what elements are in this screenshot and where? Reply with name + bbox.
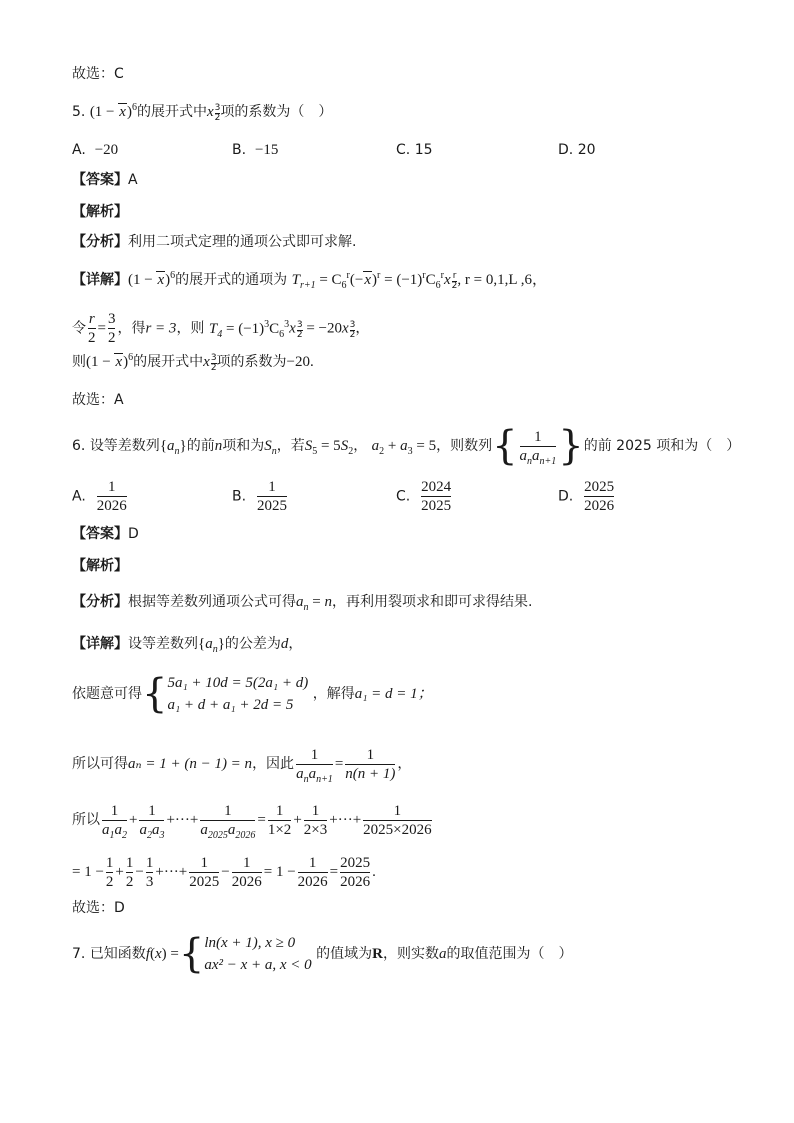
q5-analysis-tag: 【解析】 bbox=[72, 204, 128, 220]
q6-general-term: 所以可得aₙ = 1 + (n − 1) = n，因此 $\frac{1}{a_na_{n+1}}$ = $\frac{1}{n(n + 1)}$ ， bbox=[72, 746, 412, 785]
q6-final: 故选：D bbox=[72, 900, 125, 916]
q6-option-b: B. $\frac{1}{2025}$ bbox=[232, 479, 287, 514]
q5-final: 故选：A bbox=[72, 392, 124, 408]
q6-xiangjie: 【详解】设等差数列$\{a_n\}$的公差为d， bbox=[72, 636, 303, 655]
q5-option-c: C. 15 bbox=[396, 142, 433, 158]
q5-fenxi: 【分析】利用二项式定理的通项公式即可求解. bbox=[72, 234, 357, 250]
q6-sum-1: 所以 $\frac{1}{a_1a_2}$ + $\frac{1}{a_2a_3}$ +···+ $\frac{1}{a_{2025}a_{2026}}$ = $\frac{1}{1\times 2}$ + $\frac{1}{2\times 3}$ +···+ $\frac{1}{2025\times 2026}$ bbox=[72, 802, 432, 841]
q5-option-d: D. 20 bbox=[558, 142, 596, 158]
q5-answer: 【答案】A bbox=[72, 172, 138, 188]
q6-answer: 【答案】D bbox=[72, 526, 139, 542]
q6-fenxi: 【分析】根据等差数列通项公式可得$a_n = n$，再利用裂项求和即可求得结果. bbox=[72, 594, 533, 613]
question-7: 7. 已知函数f(x) ={ ln(x + 1), x ≥ 0 ax² − x + a, x < 0 的值域为R，则实数a的取值范围为（ ） bbox=[72, 931, 573, 977]
conclusion-line: 故选：C bbox=[72, 66, 124, 82]
q5-xiangjie-3: 则$(1 - x)^6$的展开式中x $\frac{3}{2}$ 项的系数为−20. bbox=[72, 352, 314, 374]
q5-option-a: A. −20 bbox=[72, 142, 119, 158]
q6-system: 依题意可得{ 5a₁ + 10d = 5(2a₁ + d) a₁ + d + a₁ + 2d = 5 ，解得a₁ = d = 1； bbox=[72, 671, 433, 717]
q5-xiangjie-2: 令 $\frac{r}{2}$ = $\frac{3}{2}$ ，得r = 3，则 $T_4 = (-1)^3C_6^3x$ $\frac{3}{2}$ = −20x $\frac{3}{2}$ ， bbox=[72, 311, 370, 346]
question-5: 5. $(1 - x)^6$的展开式中x $\frac{3}{2}$ 项的系数为（ ） bbox=[72, 102, 333, 124]
q6-option-c: C. $\frac{2024}{2025}$ bbox=[396, 479, 452, 514]
q6-option-a: A. $\frac{1}{2026}$ bbox=[72, 479, 127, 514]
q5-xiangjie-1: 【详解】$(1 - x)^6$的展开式的通项为 $T_{r+1} = C_6^r(-x)^r = (-1)^rC_6^rx$ $\frac{r}{2}$ , r = 0,1,L ,6， bbox=[72, 270, 547, 292]
q6-sum-2: = 1 − $\frac{1}{2}$ + $\frac{1}{2}$ − $\frac{1}{3}$ +···+ $\frac{1}{2025}$ − $\frac{1}{2026}$ = 1 − $\frac{1}{2026}$ = $\frac{2025}{2026}$ . bbox=[72, 854, 376, 890]
question-6: 6. 设等差数列$\{a_n\}$的前n项和为$S_n$，若$S_5 = 5S_2$， $a_2 + a_3 = 5$，则数列{ $\frac{1}{a_na_{n+1}}$ }的前 2025 项和为（ ） bbox=[72, 423, 741, 469]
q6-option-d: D. $\frac{2025}{2026}$ bbox=[558, 479, 615, 514]
q6-analysis-tag: 【解析】 bbox=[72, 558, 128, 574]
q5-option-b: B. −15 bbox=[232, 142, 279, 158]
